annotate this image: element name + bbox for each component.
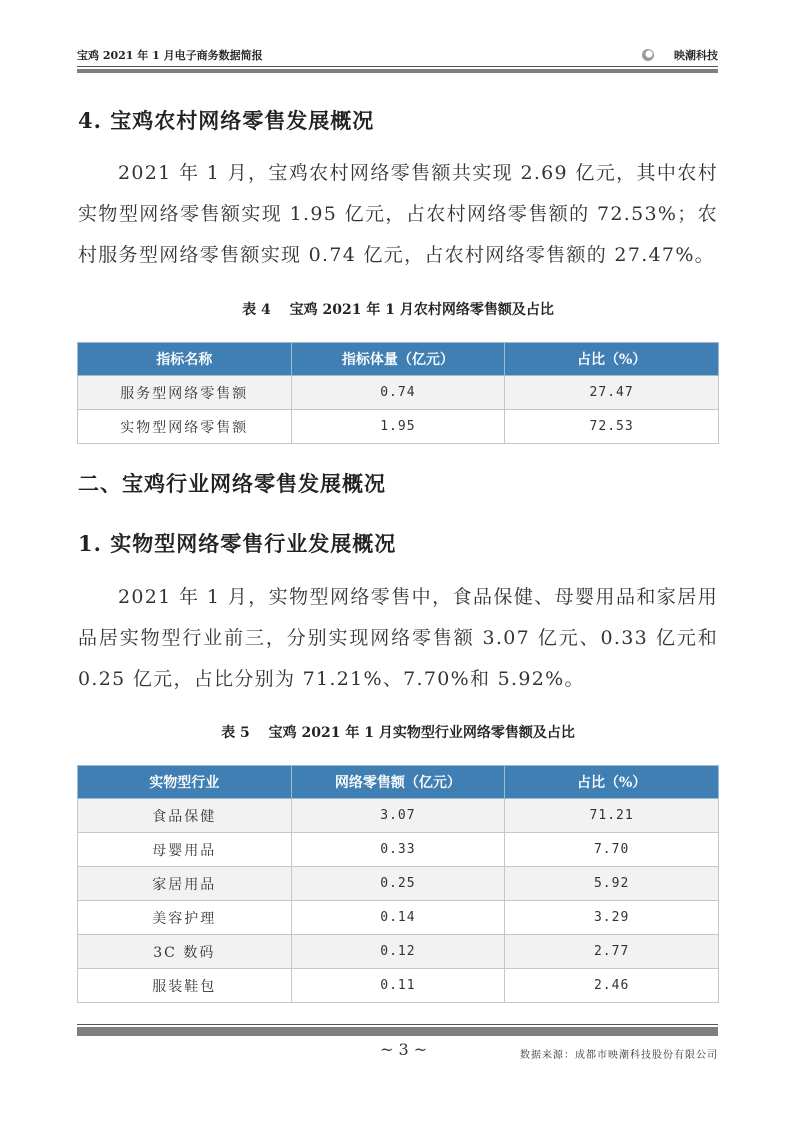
table4-caption: 表 4 宝鸡 2021 年 1 月农村网络零售额及占比	[242, 302, 554, 318]
paragraph-rural: 2021 年 1 月，宝鸡农村网络零售额共实现 2.69 亿元，其中农村实物型网络零售额实现 1.95 亿元，占农村网络零售额的 72.53%；农村服务型网络零售额实现 0.74 亿元，占农村网络零售额的 27.47%。	[78, 162, 718, 266]
table-cell: 0.12	[291, 935, 505, 969]
table-cell: 0.14	[291, 901, 505, 935]
table-row	[78, 833, 719, 867]
footer-divider	[77, 1024, 718, 1025]
table-row	[78, 799, 719, 833]
table-cell: 美容护理	[78, 901, 292, 935]
column-header: 实物型行业	[78, 766, 292, 799]
table-row	[78, 969, 719, 1003]
table-row	[78, 376, 719, 410]
table-cell: 家居用品	[78, 867, 292, 901]
header-divider-thick	[77, 69, 718, 73]
section-heading-industry: 二、宝鸡行业网络零售发展概况	[78, 471, 386, 496]
section-heading-rural: 4. 宝鸡农村网络零售发展概况	[78, 108, 375, 133]
table-header-row	[78, 343, 719, 376]
column-header: 网络零售额（亿元）	[291, 766, 505, 799]
table-cell: 食品保健	[78, 799, 292, 833]
table-cell: 3C 数码	[78, 935, 292, 969]
table-cell: 0.11	[291, 969, 505, 1003]
table-cell: 5.92	[505, 867, 719, 901]
table-cell: 2.77	[505, 935, 719, 969]
table-cell: 3.29	[505, 901, 719, 935]
table-row	[78, 935, 719, 969]
header-company: 映潮科技	[674, 49, 718, 62]
table-cell: 0.25	[291, 867, 505, 901]
column-header: 指标名称	[78, 343, 292, 376]
table-cell: 2.46	[505, 969, 719, 1003]
table-row	[78, 901, 719, 935]
table5-caption: 表 5 宝鸡 2021 年 1 月实物型行业网络零售额及占比	[221, 725, 575, 741]
table-row	[78, 410, 719, 444]
table-cell: 27.47	[505, 376, 719, 410]
table-cell: 实物型网络零售额	[78, 410, 292, 444]
table-header-row	[78, 766, 719, 799]
company-logo-icon	[641, 48, 655, 62]
footer-divider-thick	[77, 1027, 718, 1036]
column-header: 占比（%）	[505, 343, 719, 376]
paragraph-physical: 2021 年 1 月，实物型网络零售中，食品保健、母婴用品和家居用品居实物型行业前三，分别实现网络零售额 3.07 亿元、0.33 亿元和 0.25 亿元，占比分别为 71.21%、7.70%和 5.92%。	[78, 586, 718, 690]
table-cell: 3.07	[291, 799, 505, 833]
table-cell: 服装鞋包	[78, 969, 292, 1003]
table-cell: 母婴用品	[78, 833, 292, 867]
table-physical-industry	[77, 765, 719, 1003]
table-rural-retail	[77, 342, 719, 444]
column-header: 指标体量（亿元）	[291, 343, 505, 376]
table-cell: 服务型网络零售额	[78, 376, 292, 410]
table-cell: 7.70	[505, 833, 719, 867]
data-source-note: 数据来源：成都市映潮科技股份有限公司	[520, 1050, 718, 1061]
table-cell: 0.74	[291, 376, 505, 410]
table-cell: 71.21	[505, 799, 719, 833]
page-number: ~ 3 ~	[380, 1040, 428, 1059]
header-brand	[641, 47, 718, 63]
section-heading-physical: 1. 实物型网络零售行业发展概况	[78, 531, 397, 556]
page-header	[77, 44, 718, 66]
header-title: 宝鸡 2021 年 1 月电子商务数据简报	[77, 49, 263, 62]
table-cell: 0.33	[291, 833, 505, 867]
column-header: 占比（%）	[505, 766, 719, 799]
table-cell: 1.95	[291, 410, 505, 444]
table-row	[78, 867, 719, 901]
header-divider	[77, 66, 718, 67]
table-cell: 72.53	[505, 410, 719, 444]
